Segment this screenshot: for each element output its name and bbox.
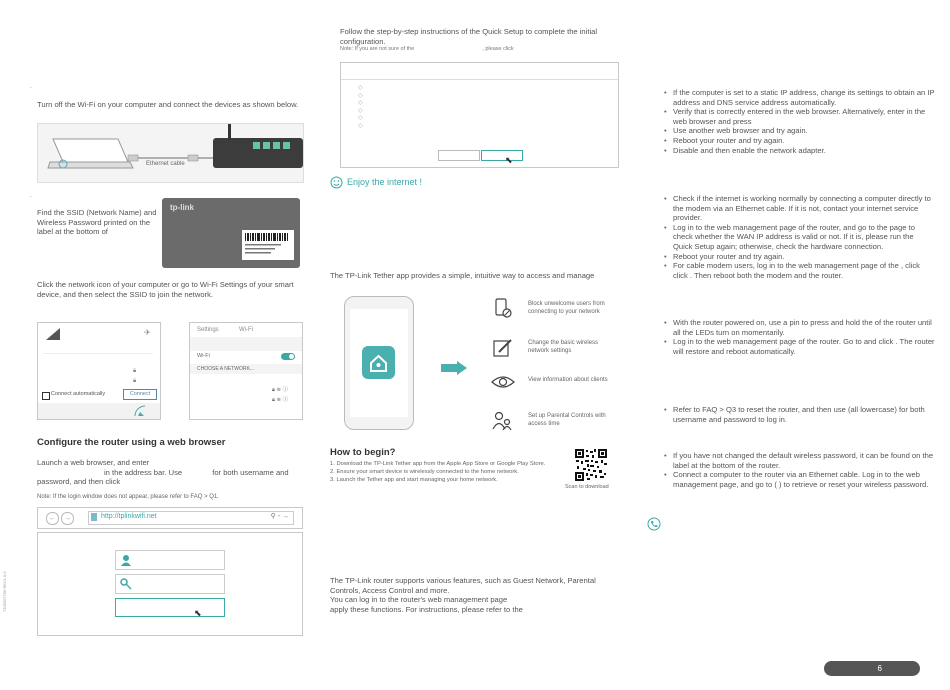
- router-label-image: [162, 198, 300, 268]
- edit-settings-icon: [493, 338, 513, 358]
- quick-setup-window: [340, 62, 619, 168]
- faq4-list: • Refer to FAQ > Q3 to reset the router, and then use (all lowercase) for both username and password to log in.: [664, 405, 935, 424]
- wifi-toggle[interactable]: [281, 353, 295, 360]
- pc-wifi-panel: [37, 322, 161, 420]
- phone-wifi-title: Wi-Fi: [239, 327, 253, 333]
- qr-code-icon: [575, 449, 607, 481]
- airplane-icon: ✈: [144, 328, 151, 337]
- phone-support-icon: [647, 517, 661, 531]
- back-button[interactable]: [438, 150, 480, 161]
- router-features-text: The TP-Link router supports various features, such as Guest Network, Parental Controls, Access Control and more. You can log in to the router's web management page apply these functions. For instructions, please refer to the: [330, 576, 596, 614]
- laptop-router-diagram: [38, 124, 303, 182]
- phone-wifi-row-label: Wi-Fi: [197, 353, 210, 359]
- faq1-list: • If the computer is set to a static IP address, change its settings to obtain an IP address and DNS service address automatically. • Verify that is correctly entered in the web browser. Alternatively, enter in the web browser and press • Use another web browser and try again. • Reboot your router and try again. • Disable and then enable the network adapter.: [664, 88, 935, 155]
- step-marker: ·: [30, 194, 32, 200]
- forward-icon[interactable]: →: [61, 512, 74, 525]
- key-icon: [120, 578, 132, 590]
- page-icon: [91, 513, 97, 521]
- scan-label: Scan to download: [565, 484, 609, 490]
- quick-setup-text: Follow the step-by-step instructions of the Quick Setup to complete the initial configuration.: [340, 27, 598, 46]
- feature-text-0: Block unwelcome users from connecting to your network: [528, 301, 605, 315]
- how-steps: 1. Download the TP-Link Tether app from the Apple App Store or Google Play Store. 2. Ensure your smart device is wirelessly connected to the home network. 3. Launch the Tether app and start managing your home network.: [330, 461, 546, 483]
- phone-mockup: [344, 296, 414, 430]
- feature-text-2: View information about clients: [528, 377, 608, 383]
- feature-text-3: Set up Parental Controls with access time: [528, 413, 606, 427]
- option-list: ◇ ◇ ◇ ◇ ◇ ◇: [358, 85, 363, 129]
- back-icon[interactable]: ←: [46, 512, 59, 525]
- quick-setup-note: Note: If you are not sure of the , please click: [340, 46, 514, 52]
- page-number-pill: [824, 661, 920, 676]
- lock-icon: 🔒︎: [133, 368, 137, 374]
- enjoy-heading: Enjoy the internet !: [347, 177, 423, 187]
- feature-text-1: Change the basic wireless network settings: [528, 340, 599, 354]
- connection-diagram: [37, 123, 304, 183]
- phone-settings-label: Settings: [197, 327, 219, 333]
- tether-intro: The TP-Link Tether app provides a simple, intuitive way to access and manage: [330, 271, 595, 280]
- next-button[interactable]: [481, 150, 523, 161]
- search-go-icon[interactable]: ⚲ - →: [270, 513, 289, 520]
- connect-button[interactable]: Connect: [123, 389, 157, 400]
- connect-auto-checkbox[interactable]: [42, 392, 50, 400]
- user-icon: [121, 554, 131, 566]
- faq5-list: • If you have not changed the default wireless password, it can be found on the label at the bottom of the router. • Connect a computer to the router via an Ethernet cable. Log in to the web management page, and go to ( ) to retrieve or reset your wireless password.: [664, 451, 935, 489]
- tp-link-logo: tp-link: [170, 203, 194, 212]
- step3-text: Click the network icon of your computer or go to Wi-Fi Settings of your smart device, and then select the SSID to join the network.: [37, 280, 294, 299]
- browser-note: Note: If the login window does not appear, please refer to FAQ > Q1.: [37, 494, 219, 500]
- connect-auto-label: Connect automatically: [51, 391, 106, 397]
- url-input[interactable]: [88, 511, 294, 525]
- cursor-icon: ⬉: [194, 608, 202, 618]
- url-text: http://tplinkwifi.net: [101, 513, 157, 520]
- ethernet-cable-label: Ethernet cable: [146, 161, 185, 167]
- browser-address-bar: [37, 507, 303, 529]
- page-number: 6: [877, 664, 882, 673]
- network-row-icons[interactable]: 🔒︎ ≋ ⓘ: [272, 387, 289, 393]
- step1-text: Turn off the Wi-Fi on your computer and connect the devices as shown below.: [37, 100, 299, 109]
- faq2-list: • Check if the internet is working normally by connecting a computer directly to the modem via an Ethernet cable. If it is not, contact your internet service provider. • Log in to the web management page of the router, and go to the page to check whether the WAN IP address is valid or not. If it is, please run the Quick Setup again; otherwise, check the hardware connection. • Reboot your router and try again. • For cable modem users, log in to the web management page of the , click click . Then reboot both the modem and the router.: [664, 194, 935, 280]
- browser-heading: Configure the router using a web browser: [37, 437, 226, 448]
- password-field[interactable]: [115, 574, 225, 594]
- browser-instructions: Launch a web browser, and enter in the address bar. Use for both username and password, and then click: [37, 458, 289, 487]
- step2-text: Find the SSID (Network Name) and Wireless Password printed on the label at the bottom of: [37, 208, 157, 237]
- username-field[interactable]: [115, 550, 225, 570]
- cursor-icon: ⬉: [505, 155, 513, 165]
- faq3-list: • With the router powered on, use a pin to press and hold the of the router until all the LEDs turn on momentarily. • Log in to the web management page of the router. Go to and click . The router will restore and reboot automatically.: [664, 318, 935, 356]
- how-heading: How to begin?: [330, 447, 396, 458]
- lock-icon: 🔒︎: [133, 378, 137, 384]
- network-row-icons[interactable]: 🔒︎ ≋ ⓘ: [272, 397, 289, 403]
- login-button[interactable]: [115, 598, 225, 617]
- parental-controls-icon: [492, 411, 514, 431]
- barcode-label: [242, 230, 294, 260]
- eye-icon: [491, 374, 515, 390]
- side-print: 7106507706 REV1.0.0: [2, 571, 7, 612]
- barcode-icon: [242, 230, 294, 260]
- network-icon: [134, 405, 146, 417]
- block-device-icon: [493, 298, 513, 318]
- signal-icon: [46, 328, 60, 340]
- choose-network-label: CHOOSE A NETWORK...: [197, 366, 254, 372]
- smiley-icon: [330, 176, 343, 189]
- arrow-head-icon: [457, 361, 467, 375]
- tether-app-icon[interactable]: [362, 346, 395, 379]
- step-marker: ·: [30, 85, 32, 91]
- login-window: [37, 532, 303, 636]
- phone-wifi-panel: [189, 322, 303, 420]
